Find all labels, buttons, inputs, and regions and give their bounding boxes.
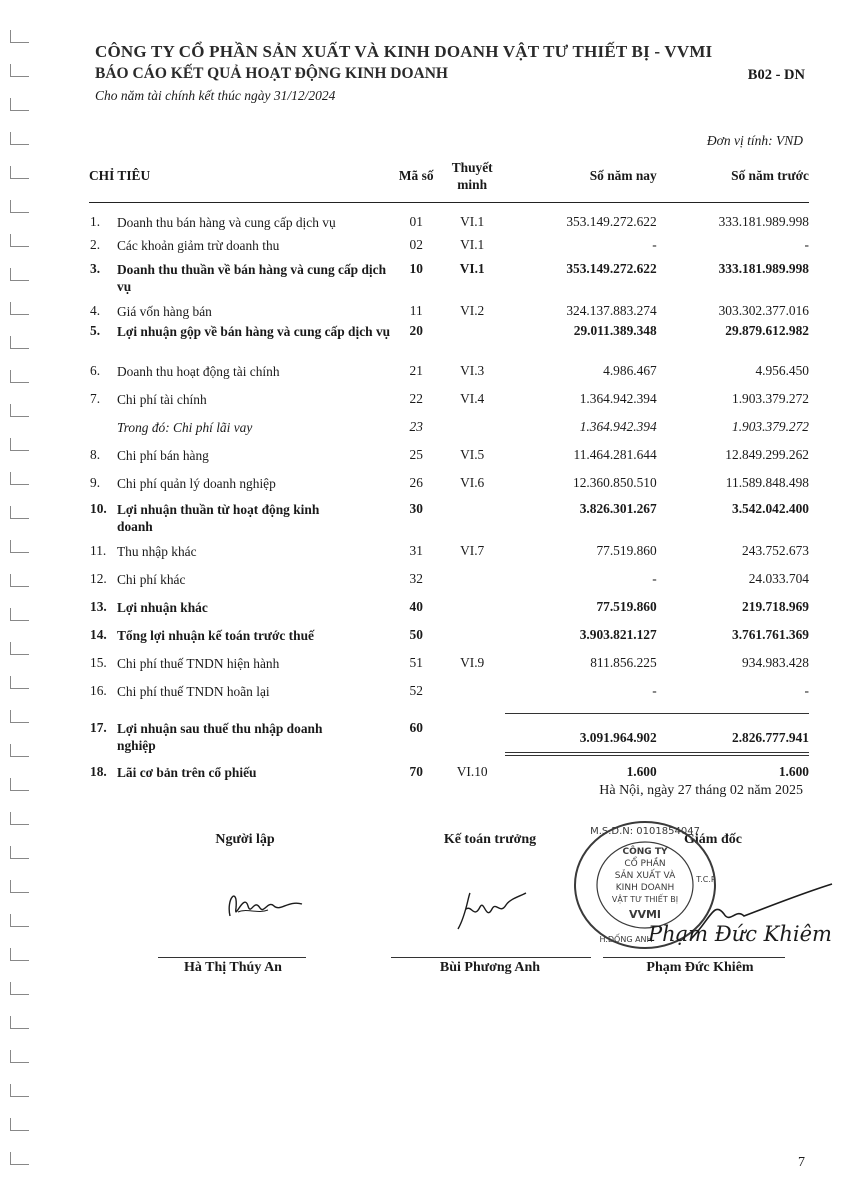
row-prior-year: 219.718.969 [742,598,809,614]
row-label: Giá vốn hàng bán [117,303,212,319]
row-label: Lợi nhuận thuần từ hoạt động kinh doanh [117,501,320,534]
col-header-note-line2: minh [457,177,488,192]
row-current-year: 1.364.942.394 [579,418,657,434]
row-prior-year: 1.903.379.272 [732,390,809,406]
accountant-role: Kế toán trưởng [443,832,537,847]
row-current-year: 811.856.225 [590,654,657,670]
place-date: Hà Nội, ngày 27 tháng 02 năm 2025 [599,783,803,798]
row-prior-year: 333.181.989.998 [718,214,809,229]
signature-line-accountant [391,957,591,958]
row-code: 20 [409,322,423,338]
seal-registration: M.S.D.N: 0101854047 [590,826,700,837]
row-value: 3.091.964.902 [579,729,657,745]
seal-line: CỔ PHẦN [624,859,666,869]
row-label: Chi phí tài chính [117,391,207,407]
row-prior-year: 12.849.299.262 [725,446,809,462]
director-signature: Phạm Đức Khiêm [648,922,832,946]
row-current-year: 1.600 [626,763,657,779]
row-code: 30 [409,500,423,516]
row-value: 2.826.777.941 [732,729,809,745]
row-number: 17. [90,719,107,735]
row-note [439,323,506,363]
row-note: VI.7 [460,542,485,558]
row-current-year: 3.826.301.267 [579,500,657,516]
row-label: Các khoản giảm trừ doanh thu [117,237,280,253]
row-label: Chi phí khác [117,571,186,587]
row-note [439,419,506,447]
table-row [89,391,809,419]
row-code: 52 [409,682,423,698]
seal-line: CÔNG TY [622,847,668,857]
row-code: 21 [409,362,423,378]
row-code: 70 [409,763,423,779]
row-prior-year: 1.903.379.272 [732,418,809,434]
row-note: VI.3 [460,362,485,378]
row-code: 50 [409,626,423,642]
preparer-role: Người lập [215,832,275,847]
row-prior-year: 303.302.377.016 [718,302,809,318]
row-number: 3. [90,260,101,276]
table-row [89,501,809,543]
row-prior-year: 934.983.428 [742,654,809,670]
row-code: 02 [409,236,423,252]
subtotal-rule [505,699,656,714]
col-header-note [439,150,506,203]
accountant-name: Bùi Phương Anh [439,960,541,975]
total-double-rule [657,752,809,756]
row-label: Trong đó: Chi phí lãi vay [117,419,253,435]
row-number: 18. [90,763,107,779]
row-code: 32 [409,570,423,586]
row-prior-year: 3.761.761.369 [732,626,809,642]
row-label: Lợi nhuận khác [117,599,208,615]
row-code: 25 [409,446,423,462]
row-code: 22 [409,390,423,406]
table-row [89,571,809,599]
company-name: CÔNG TY CỔ PHẦN SẢN XUẤT VÀ KINH DOANH VẬT TƯ THIẾT BỊ - VVMI [95,42,713,61]
row-note: VI.6 [460,474,485,490]
row-prior-year: 333.181.989.998 [718,260,809,276]
row-note [439,627,506,655]
row-code: 40 [409,598,423,614]
row-prior-year [657,714,809,760]
table-row [89,303,809,323]
table-row [89,599,809,627]
row-label: Chi phí quản lý doanh nghiệp [117,475,276,491]
row-note [439,714,506,760]
row-current-year: 353.149.272.622 [566,260,657,276]
total-double-rule [505,752,656,756]
seal-line: T.C.P [696,875,716,884]
row-prior-year: 11.589.848.498 [725,474,809,490]
row-current-year [505,714,656,760]
row-current-year: 77.519.860 [596,598,657,614]
row-label: Tổng lợi nhuận kế toán trước thuế [117,627,314,643]
row-code: 01 [409,214,423,229]
director-role: Giám đốc [684,832,742,847]
row-code: 51 [409,654,423,670]
signature-line-preparer [158,957,306,958]
row-label: Chi phí thuế TNDN hiện hành [117,655,280,671]
row-code: 10 [409,260,423,276]
row-prior-year: 1.600 [778,763,809,779]
row-current-year: 4.986.467 [603,362,657,378]
col-header-item: CHỈ TIÊU [89,150,394,203]
row-code: 60 [409,719,423,735]
table-row [89,363,809,391]
row-note: VI.5 [460,446,485,462]
seal-line: VVMI [628,908,662,921]
preparer-name: Hà Thị Thúy An [184,960,282,975]
row-note [439,501,506,543]
row-number: 15. [90,654,107,670]
row-number [89,419,117,436]
row-current-year: 324.137.883.274 [566,302,657,318]
col-header-current-year: Số năm nay [505,150,656,203]
row-note: VI.1 [460,214,485,229]
row-prior-year: 243.752.673 [742,542,809,558]
table-row [89,683,809,714]
row-note [439,683,506,714]
table-row [89,543,809,571]
row-note [439,571,506,599]
row-label: Lãi cơ bản trên cổ phiếu [117,764,257,780]
binding-margin-marks [6,30,36,1180]
row-current-year: 12.360.850.510 [573,474,657,490]
row-prior-year [657,683,809,714]
row-prior-year: - [804,236,809,252]
col-header-prior-year: Số năm trước [657,150,809,203]
row-current-year: 77.519.860 [596,542,657,558]
row-current-year: - [652,236,657,252]
row-current-year: - [652,570,657,586]
row-label: Doanh thu bán hàng và cung cấp dịch vụ [117,215,336,230]
row-note: VI.2 [460,302,485,318]
row-number: 9. [90,474,101,490]
row-number: 5. [90,322,101,338]
seal-line: SẢN XUẤT VÀ [614,871,676,881]
row-current-year: 353.149.272.622 [566,214,657,229]
row-label: Doanh thu hoạt động tài chính [117,363,280,379]
table-row [89,760,809,786]
row-current-year [505,683,656,714]
row-number: 7. [90,390,101,406]
report-code: B02 - DN [747,67,805,83]
row-current-year: 29.011.389.348 [573,322,657,338]
seal-line: KINH DOANH [615,883,675,893]
row-note: VI.1 [459,260,485,276]
row-label: Thu nhập khác [117,543,197,559]
row-number: 13. [90,598,107,614]
row-code: 26 [409,474,423,490]
row-label: Lợi nhuận sau thuế thu nhập doanh nghiệp [117,720,323,753]
table-row [89,627,809,655]
row-current-year: 3.903.821.127 [579,626,657,642]
row-number: 8. [90,446,101,462]
col-header-code: Mã số [394,150,439,203]
row-value: - [652,682,657,698]
row-note: VI.9 [460,654,485,670]
row-code: 31 [409,542,423,558]
table-row [89,419,809,447]
row-label: Doanh thu thuần về bán hàng và cung cấp dịch vụ [117,261,387,294]
row-prior-year: 4.956.450 [755,362,809,378]
currency-unit: Đơn vị tính: VND [706,133,803,148]
row-label: Lợi nhuận gộp về bán hàng và cung cấp dịch vụ [117,323,391,339]
report-period: Cho năm tài chính kết thúc ngày 31/12/2024 [95,88,336,103]
income-statement-table [89,150,809,786]
row-number: 16. [90,682,107,698]
row-note: VI.4 [460,390,485,406]
row-note: VI.10 [456,763,488,779]
row-number: 2. [90,236,101,252]
row-note [439,599,506,627]
row-label: Chi phí bán hàng [117,447,209,463]
accountant-signature [452,885,532,935]
row-value: - [804,682,809,698]
table-row [89,237,809,261]
preparer-signature [218,878,308,928]
row-number: 14. [90,626,107,642]
row-prior-year: 24.033.704 [748,570,809,586]
table-row [89,323,809,363]
row-number: 1. [90,214,101,229]
table-row [89,714,809,760]
page-number: 7 [798,1155,805,1170]
subtotal-rule [657,699,809,714]
table-row [89,261,809,303]
row-prior-year: 3.542.042.400 [732,500,809,516]
table-header-row [89,150,809,203]
row-code: 23 [409,418,423,434]
table-row [89,475,809,501]
row-prior-year: 29.879.612.982 [725,322,809,338]
row-current-year: 11.464.281.644 [573,446,657,462]
table-row [89,203,809,237]
row-note: VI.1 [460,236,485,252]
director-name: Phạm Đức Khiêm [646,960,754,975]
row-number: 6. [90,362,101,378]
table-row [89,655,809,683]
seal-line: VẬT TƯ THIẾT BỊ [611,895,679,904]
row-number: 4. [90,302,101,318]
report-title: BÁO CÁO KẾT QUẢ HOẠT ĐỘNG KINH DOANH [95,65,448,82]
row-label: Chi phí thuế TNDN hoãn lại [117,683,270,699]
row-current-year: 1.364.942.394 [579,390,657,406]
row-code: 11 [409,302,423,318]
row-number: 11. [90,542,107,558]
seal-line: H.ĐỐNG ANH [599,935,653,944]
col-header-note-line1: Thuyết [451,160,493,175]
row-number: 10. [90,500,107,516]
row-number: 12. [90,570,107,586]
signature-line-director [603,957,785,958]
table-row [89,447,809,475]
